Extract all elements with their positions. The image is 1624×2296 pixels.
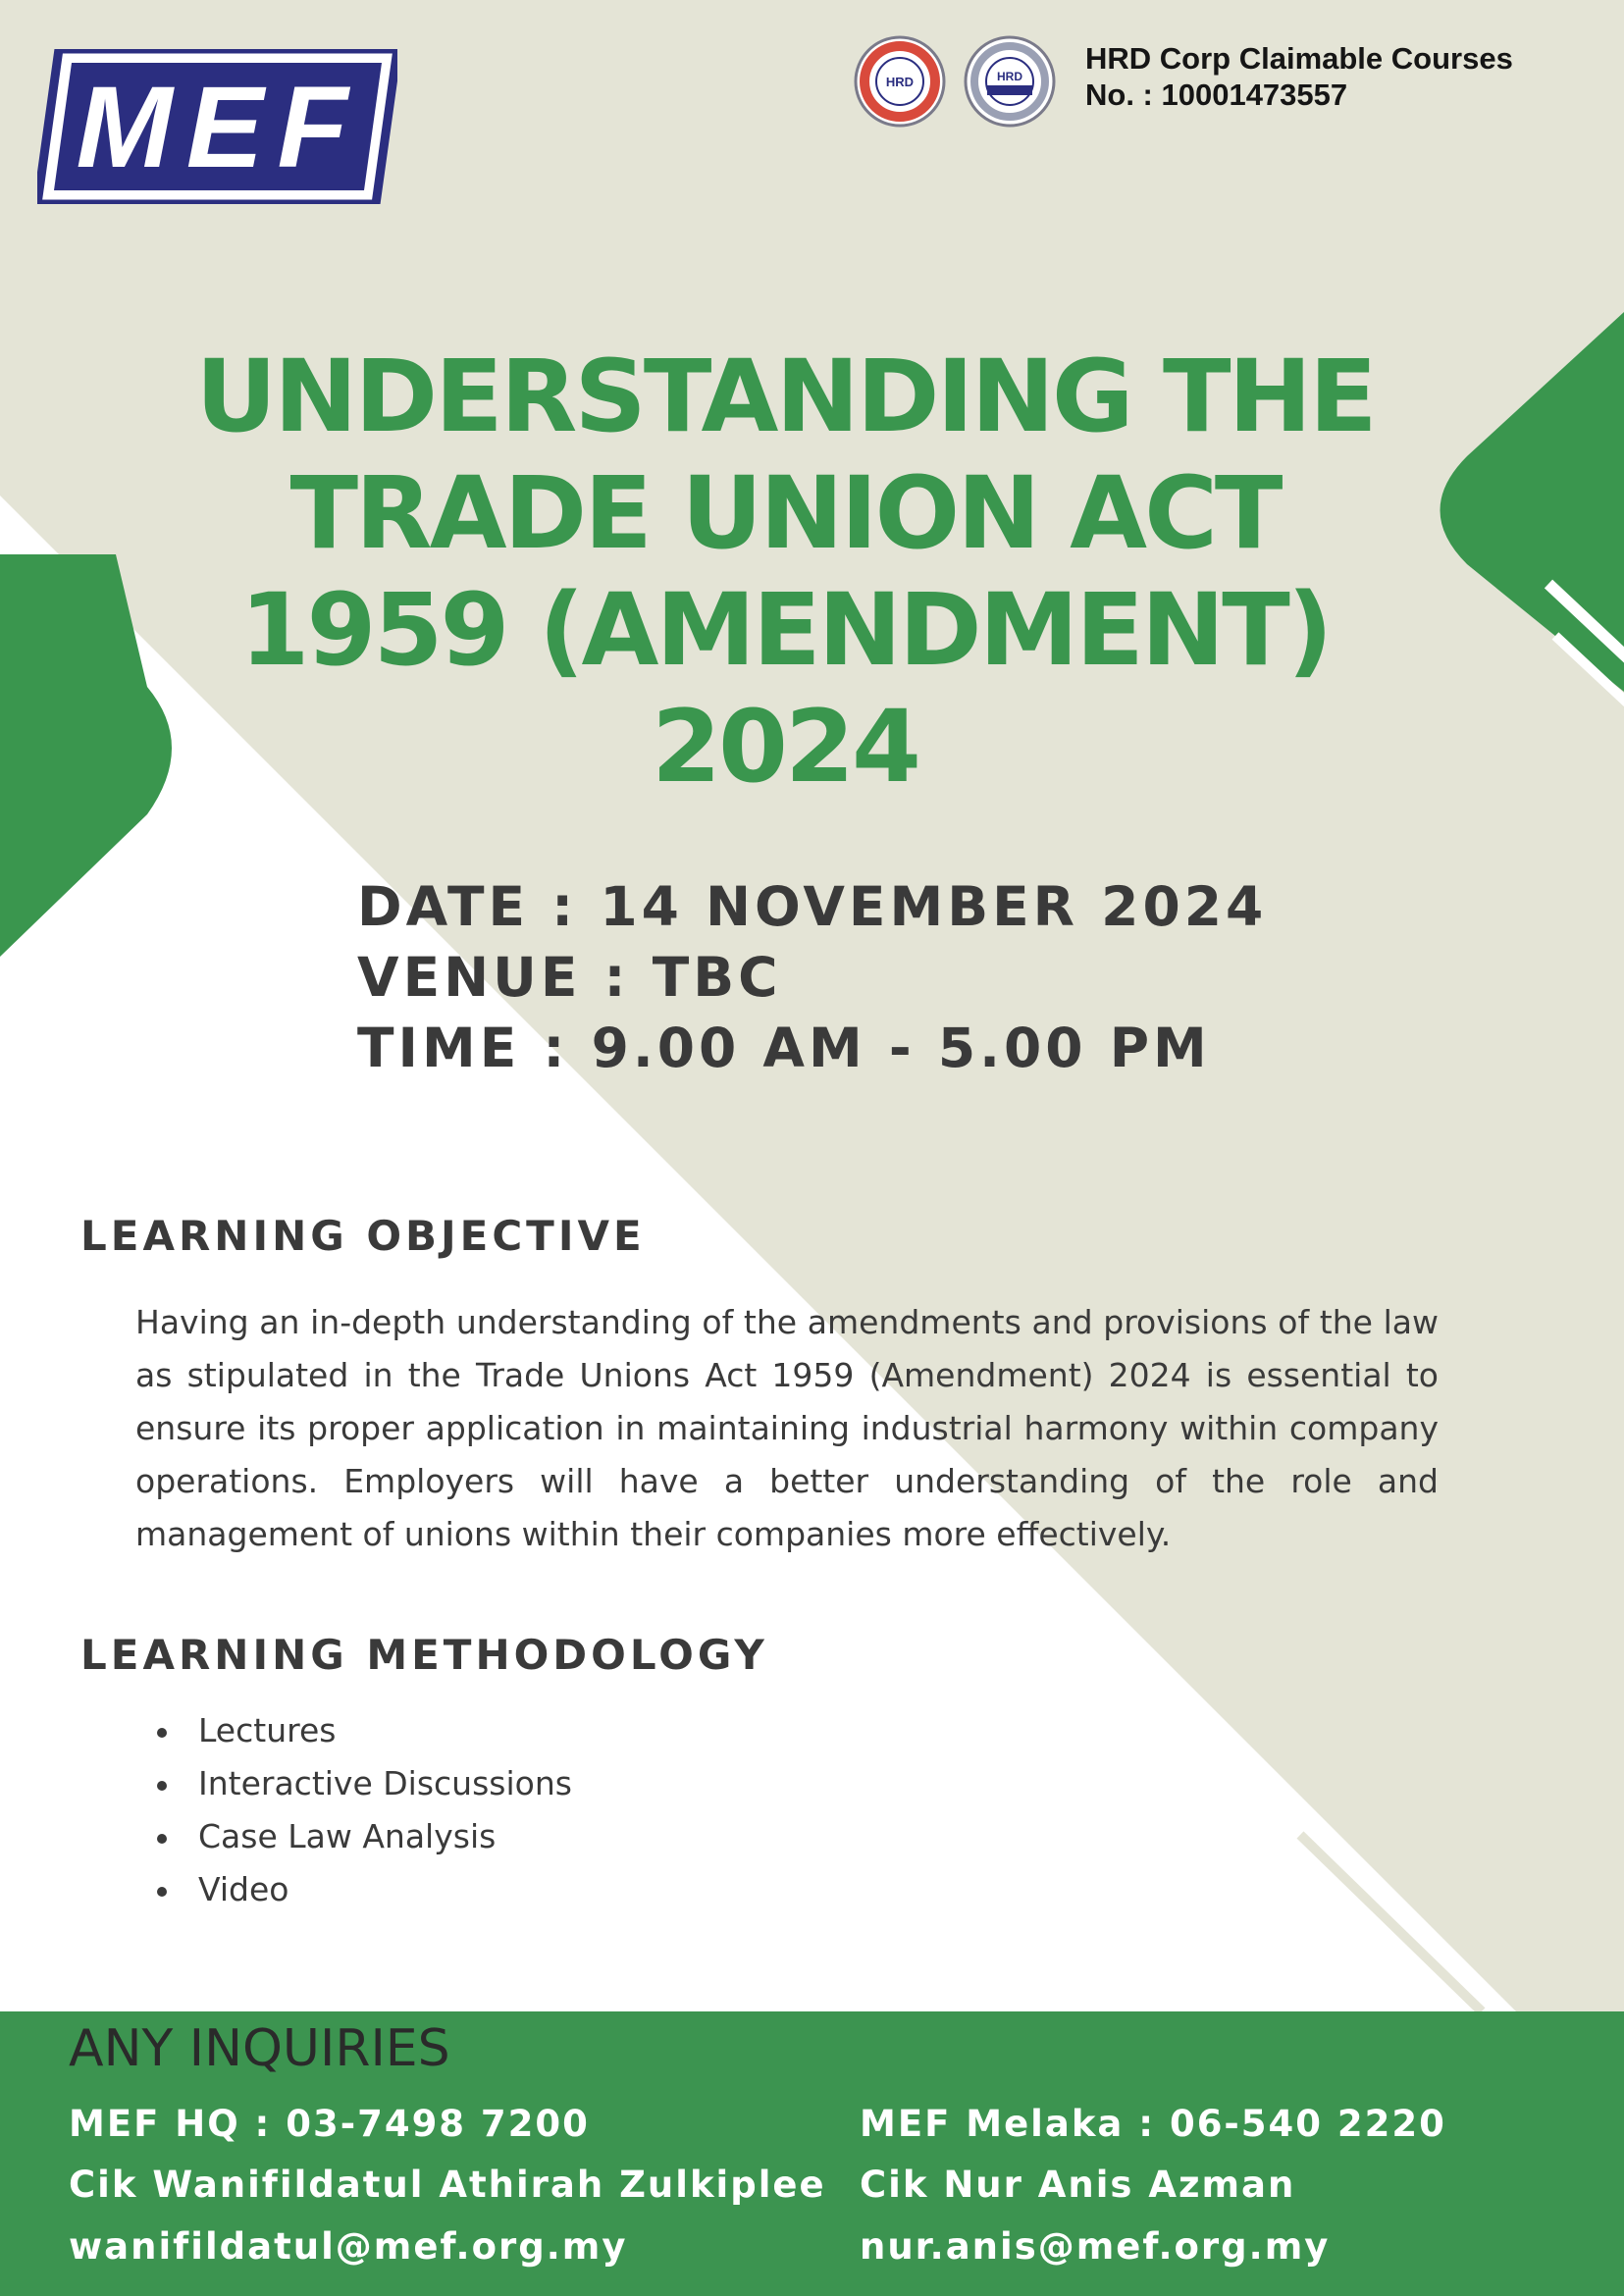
learning-objective-heading: LEARNING OBJECTIVE: [80, 1212, 646, 1260]
methodology-list: [157, 1704, 572, 1916]
svg-text:HRD: HRD: [997, 70, 1022, 83]
learning-objective-text: Having an in-depth understanding of the amendments and provisions of the law as stipulated in the Trade Unions Act 1959 (Amendment) 2024 is essential to ensure its proper application in maintaining industrial harmony within company operations. Employers will have a better understanding of the role and management of unions within their companies more effectively.: [135, 1303, 1439, 1553]
hrd-corp-registered-training-provider-badge: [856, 37, 944, 126]
hrd-course-number: No. : 10001473557: [1085, 78, 1348, 112]
hq-contact-person: Cik Wanifildatul Athirah Zulkiplee: [69, 2164, 826, 2206]
event-time: TIME : 9.00 AM - 5.00 PM: [357, 1017, 1211, 1079]
inquiries-heading: ANY INQUIRIES: [69, 2019, 450, 2078]
melaka-contact-person: Cik Nur Anis Azman: [860, 2164, 1296, 2206]
hrd-corp-badges: [854, 33, 1056, 130]
svg-text:HRD: HRD: [885, 75, 915, 89]
hrd-claimable-title: HRD Corp Claimable Courses: [1085, 41, 1513, 76]
event-date: DATE : 14 NOVEMBER 2024: [357, 875, 1268, 938]
event-info: [357, 871, 1267, 1083]
learning-methodology-heading: LEARNING METHODOLOGY: [80, 1631, 768, 1679]
hq-email-link[interactable]: wanifildatul@mef.org.my: [69, 2225, 628, 2268]
melaka-email-link[interactable]: nur.anis@mef.org.my: [860, 2225, 1331, 2268]
hrd-corp-claimable-badge: [966, 37, 1054, 126]
mef-logo: [37, 49, 397, 204]
list-item: Lectures: [157, 1704, 572, 1757]
title-line-1: UNDERSTANDING THE: [195, 339, 1375, 455]
title-line-3: 1959 (AMENDMENT): [239, 572, 1331, 689]
hq-phone: MEF HQ : 03-7498 7200: [69, 2103, 590, 2145]
title-line-2: TRADE UNION ACT: [289, 455, 1281, 572]
mef-logo-text: MEF: [76, 63, 362, 192]
course-title: [157, 339, 1413, 806]
event-venue: VENUE : TBC: [357, 946, 782, 1009]
title-line-4: 2024: [652, 689, 918, 806]
list-item: Interactive Discussions: [157, 1757, 572, 1810]
melaka-phone: MEF Melaka : 06-540 2220: [860, 2103, 1446, 2145]
list-item: Video: [157, 1863, 572, 1916]
list-item: Case Law Analysis: [157, 1810, 572, 1863]
